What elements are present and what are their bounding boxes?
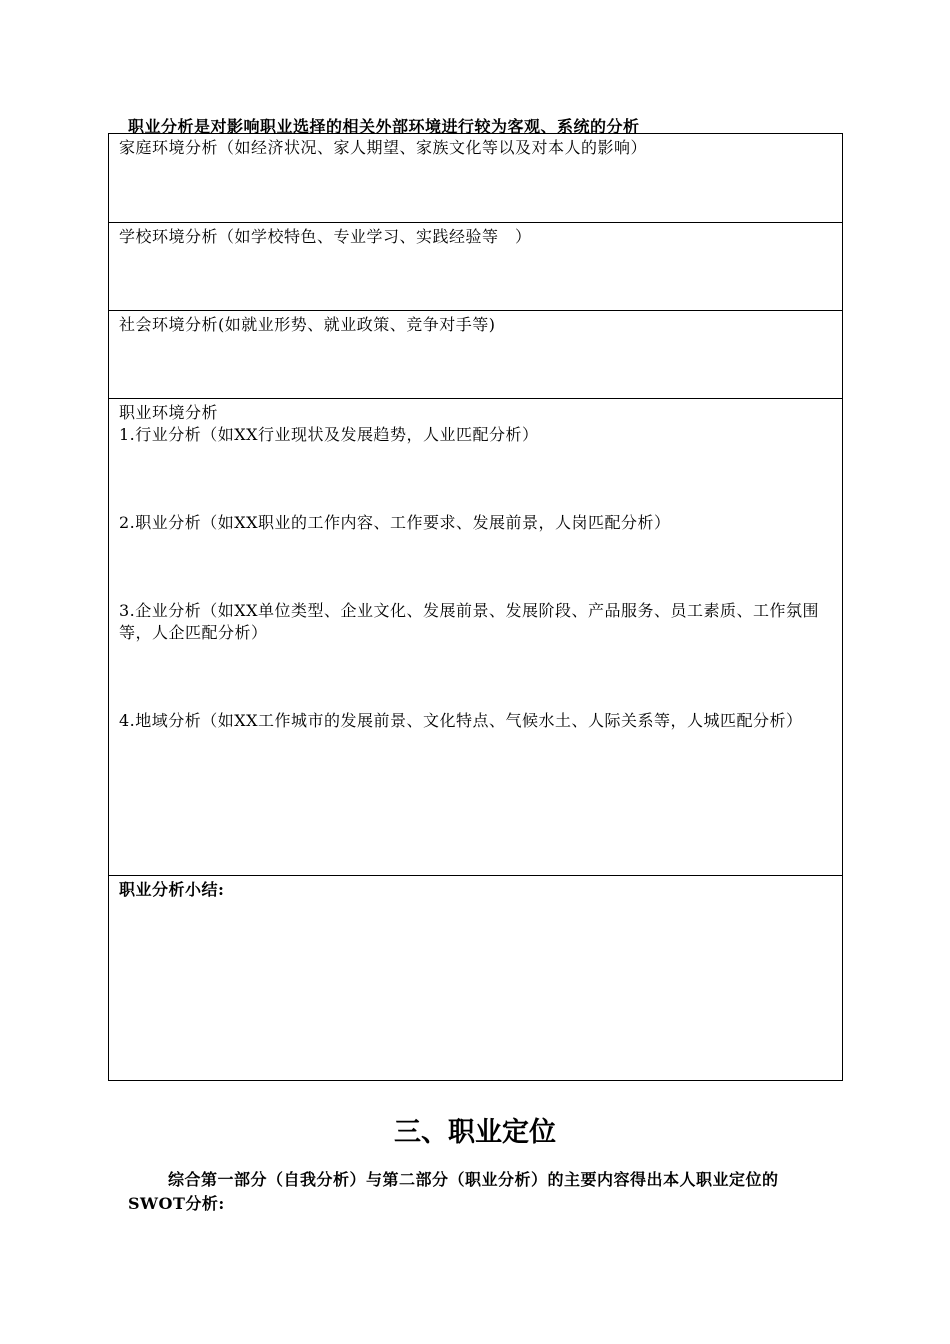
section-title: 三、职业定位: [394, 1117, 556, 1148]
occupation-analysis-label: 2.职业分析（如XX职业的工作内容、工作要求、发展前景，人岗匹配分析）: [119, 513, 671, 532]
career-analysis-table: [108, 133, 843, 1081]
society-analysis-label: 社会环境分析(如就业形势、就业政策、竞争对手等): [119, 315, 496, 334]
school-analysis-cell[interactable]: [109, 223, 843, 311]
society-analysis-cell[interactable]: [109, 311, 843, 399]
summary-label: 职业分析小结:: [119, 880, 225, 899]
region-analysis-label: 4.地域分析（如XX工作城市的发展前景、文化特点、气候水土、人际关系等，人城匹配分析）: [119, 711, 803, 730]
school-analysis-label: 学校环境分析（如学校特色、专业学习、实践经验等 ）: [119, 227, 532, 246]
family-analysis-cell[interactable]: [109, 134, 843, 223]
family-analysis-label: 家庭环境分析（如经济状况、家人期望、家族文化等以及对本人的影响）: [119, 138, 648, 157]
career-environment-cell[interactable]: [109, 399, 843, 876]
career-environment-title: 职业环境分析: [119, 403, 219, 422]
swot-paragraph: 综合第一部分（自我分析）与第二部分（职业分析）的主要内容得出本人职业定位的SWOT分析:: [128, 1170, 779, 1213]
summary-cell[interactable]: [109, 876, 843, 1081]
enterprise-analysis-label: 3.企业分析（如XX单位类型、企业文化、发展前景、发展阶段、产品服务、员工素质、工作氛围等，人企匹配分析）: [119, 601, 820, 642]
intro-text: 职业分析是对影响职业选择的相关外部环境进行较为客观、系统的分析: [128, 117, 640, 136]
industry-analysis-label: 1.行业分析（如XX行业现状及发展趋势，人业匹配分析）: [119, 425, 539, 444]
